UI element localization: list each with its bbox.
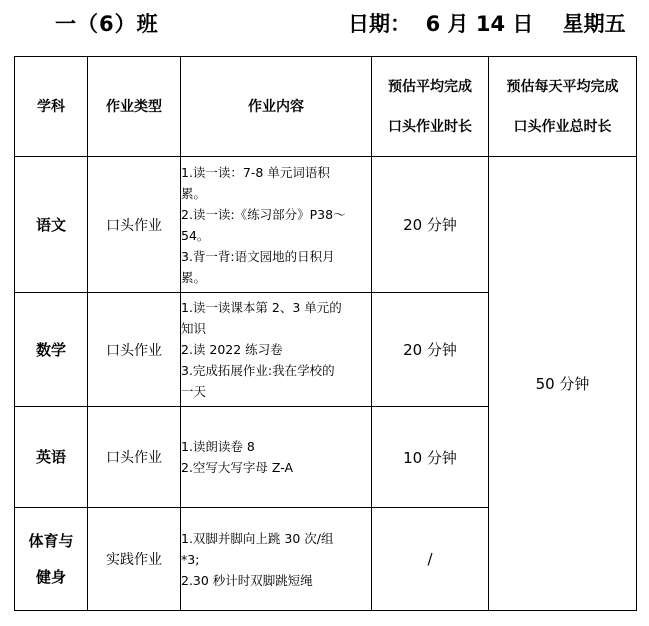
content-cell — [181, 157, 372, 293]
subject-line: 健身 — [35, 568, 66, 586]
header-total-time — [489, 57, 637, 157]
content-line: 1.读一读课本第 2、3 单元的 — [181, 300, 342, 315]
content-line: 1.读一读：7-8 单元词语积 — [181, 164, 330, 180]
header-content: 作业内容 — [181, 57, 372, 157]
content-line: 3.完成拓展作业:我在学校的 — [181, 363, 335, 378]
header-avg-time — [372, 57, 489, 157]
content-cell — [181, 508, 372, 611]
duration-cell: 20 分钟 — [372, 157, 489, 293]
content-line: 2.空写大写字母 Z-A — [181, 460, 294, 475]
header-avg-time-line2: 口头作业时长 — [388, 118, 472, 135]
homework-table — [14, 56, 637, 611]
header-type: 作业类型 — [88, 57, 181, 157]
type-cell: 实践作业 — [88, 508, 181, 611]
content-line: 1.双脚并脚向上跳 30 次/组 — [181, 530, 334, 546]
content-line: 一天 — [181, 384, 207, 399]
header-total-time-line2: 口头作业总时长 — [513, 118, 612, 135]
subject-cell: 英语 — [15, 407, 88, 508]
content-line: 2.读一读:《练习部分》P38～ — [181, 206, 346, 222]
table-row-chinese — [15, 157, 637, 293]
content-line: 累。 — [181, 269, 207, 285]
content-line: 2.读 2022 练习卷 — [181, 342, 283, 357]
content-cell — [181, 293, 372, 407]
date-label: 日期： 6 月 14 日 星期五 — [348, 12, 626, 36]
total-time-cell: 50 分钟 — [489, 157, 637, 611]
duration-cell: / — [372, 508, 489, 611]
content-line: 54。 — [181, 227, 210, 243]
header-total-time-line1: 预估每天平均完成 — [506, 78, 619, 95]
header-avg-time-line1: 预估平均完成 — [388, 78, 472, 95]
duration-cell: 20 分钟 — [372, 293, 489, 407]
content-line: 知识 — [181, 321, 207, 336]
table-header-row — [15, 57, 637, 157]
type-cell: 口头作业 — [88, 407, 181, 508]
subject-cell: 数学 — [15, 293, 88, 407]
content-line: 2.30 秒计时双脚跳短绳 — [181, 572, 313, 588]
content-cell — [181, 407, 372, 508]
content-line: 累。 — [181, 185, 207, 201]
class-title: 一（6）班 — [55, 12, 159, 36]
content-line: 1.读朗读卷 8 — [181, 439, 255, 454]
subject-cell — [15, 508, 88, 611]
header-subject: 学科 — [15, 57, 88, 157]
subject-cell: 语文 — [15, 157, 88, 293]
content-line: *3; — [181, 551, 200, 567]
type-cell: 口头作业 — [88, 157, 181, 293]
content-line: 3.背一背:语文园地的日积月 — [181, 248, 335, 264]
type-cell: 口头作业 — [88, 293, 181, 407]
subject-line: 体育与 — [28, 532, 74, 550]
duration-cell: 10 分钟 — [372, 407, 489, 508]
